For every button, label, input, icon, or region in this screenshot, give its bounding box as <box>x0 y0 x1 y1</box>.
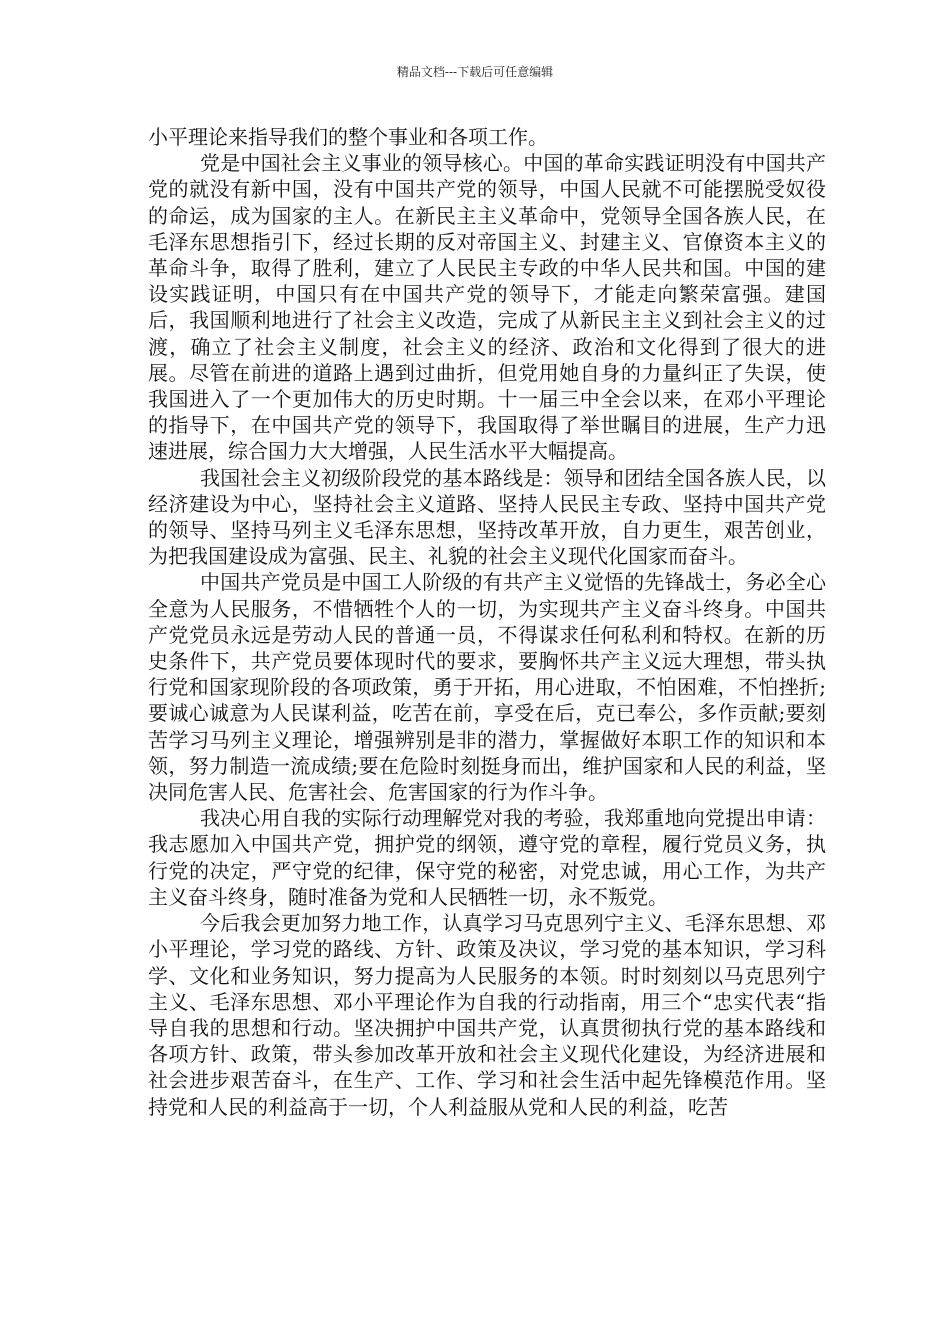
paragraph-party-core: 党是中国社会主义事业的领导核心。中国的革命实践证明没有中国共产党的就没有新中国，没有中国共产党的领导，中国人民就不可能摆脱受奴役的命运，成为国家的主人。在新民主主义革命中，党领导全国各族人民，在毛泽东思想指引下，经过长期的反对帝国主义、封建主义、官僚资本主义的革命斗争，取得了胜利，建立了人民民主专政的中华人民共和国。中国的建设实践证明，中国只有在中国共产党的领导下，才能走向繁荣富强。建国后，我国顺利地进行了社会主义改造，完成了从新民主主义到社会主义的过渡，确立了社会主义制度，社会主义的经济、政治和文化得到了很大的进展。尽管在前进的道路上遇到过曲折，但党用她自身的力量纠正了失误，使我国进入了一个更加伟大的历史时期。十一届三中全会以来，在邓小平理论的指导下，在中国共产党的领导下，我国取得了举世瞩目的进展，生产力迅速进展，综合国力大大增强，人民生活水平大幅提高。 <box>148 151 826 464</box>
paragraph-application: 我决心用自我的实际行动理解党对我的考验，我郑重地向党提出申请：我志愿加入中国共产党，拥护党的纲领，遵守党的章程，履行党员义务，执行党的决定，严守党的纪律，保守党的秘密，对党忠诚，用心工作，为共产主义奋斗终身，随时准备为党和人民牺牲一切，永不叛党。 <box>148 806 826 909</box>
paragraph-continuation: 小平理论来指导我们的整个事业和各项工作。 <box>148 125 548 149</box>
paragraph-basic-line: 我国社会主义初级阶段党的基本路线是：领导和团结全国各族人民，以经济建设为中心，坚持社会主义道路、坚持人民民主专政、坚持中国共产党的领导、坚持马列主义毛泽东思想，坚持改革开放，自力更生，艰苦创业，为把我国建设成为富强、民主、礼貌的社会主义现代化国家而奋斗。 <box>148 465 826 569</box>
page-header: 精品文档---下载后可任意编辑 <box>396 65 554 79</box>
paragraph-commitment: 今后我会更加努力地工作，认真学习马克思列宁主义、毛泽东思想、邓小平理论，学习党的路线、方针、政策及决议，学习党的基本知识，学习科学、文化和业务知识，努力提高为人民服务的本领。时时刻刻以马克思列宁主义、毛泽东思想、邓小平理论作为自我的行动指南，用三个“忠实代表“指导自我的思想和行动。坚决拥护中国共产党，认真贯彻执行党的基本路线和各项方针、政策，带头参加改革开放和社会主义现代化建设，为经济进展和社会进步艰苦奋斗，在生产、工作、学习和社会生活中起先锋模范作用。坚持党和人民的利益高于一切，个人利益服从党和人民的利益，吃苦 <box>148 911 826 1119</box>
document-body <box>148 124 826 1120</box>
paragraph-member-duty: 中国共产党员是中国工人阶级的有共产主义觉悟的先锋战士，务必全心全意为人民服务，不惜牺牲个人的一切，为实现共产主义奋斗终身。中国共产党党员永远是劳动人民的普通一员，不得谋求任何私利和特权。在新的历史条件下，共产党员要体现时代的要求，要胸怀共产主义远大理想，带头执行党和国家现阶段的各项政策，勇于开拓，用心进取，不怕困难，不怕挫折;要诚心诚意为人民谋利益，吃苦在前，享受在后，克已奉公，多作贡献;要刻苦学习马列主义理论，增强辨别是非的潜力，掌握做好本职工作的知识和本领，努力制造一流成绩;要在危险时刻挺身而出，维护国家和人民的利益，坚决同危害人民、危害社会、危害国家的行为作斗争。 <box>148 570 826 805</box>
